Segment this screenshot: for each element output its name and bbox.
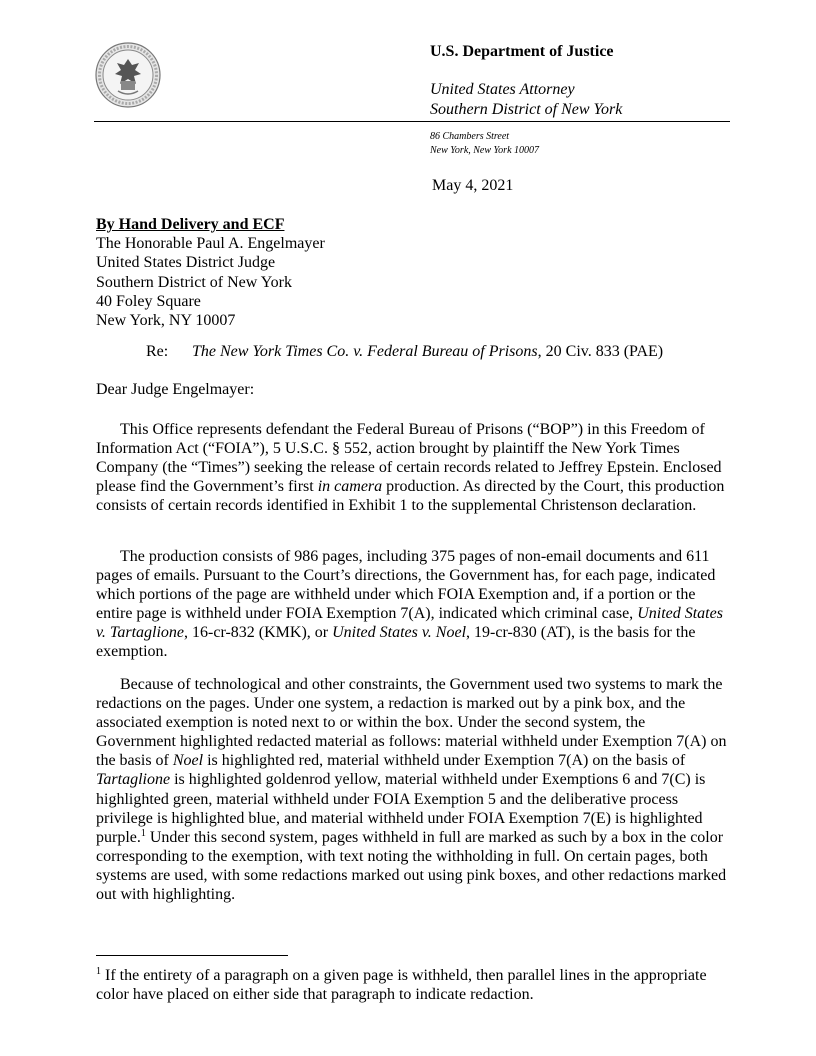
case-title: The New York Times Co. v. Federal Bureau of Prisons — [192, 343, 538, 360]
recipient-line: Southern District of New York — [96, 273, 292, 291]
paragraph-italic: Noel — [172, 752, 204, 770]
recipient-line: The Honorable Paul A. Engelmayer — [96, 235, 325, 253]
department-name: U.S. Department of Justice — [430, 43, 614, 60]
office-district: Southern District of New York — [430, 101, 623, 118]
paragraph-italic: United States v. Tartaglione — [96, 605, 723, 642]
office-block — [430, 80, 622, 120]
paragraph-3 — [96, 675, 728, 904]
paragraph-text: This Office represents defendant the Federal Bureau of Prisons (“BOP”) in this Freedom of Information Act (“FOIA”), 5 U.S.C. § 552, action brought by plaintiff the New York Times Company (the “Times”) seeking the release of certain records related to Jeffrey Epstein. Enclosed please find the Government’s first — [96, 421, 722, 496]
paragraph-italic: Tartaglione — [96, 771, 171, 789]
paragraph-italic: United States v. Noel — [332, 624, 467, 642]
address-city: New York, New York 10007 — [430, 145, 540, 156]
delivery-method: By Hand Delivery and ECF — [96, 216, 285, 233]
footnote-ref: 1 — [140, 827, 146, 839]
re-label: Re: — [146, 343, 169, 360]
paragraph-text: The production consists of 986 pages, including 375 pages of non-email documents and 611 pages of emails. Pursuant to the Court’s directions, the Government has, for each page, indicated which portions of the page are withheld under which FOIA Exemption and, if a portion or the entire page is withheld under FOIA Exemption 7(A), indicated which criminal case, — [96, 548, 716, 623]
salutation: Dear Judge Engelmayer: — [96, 381, 255, 398]
footnote-text: If the entirety of a paragraph on a given page is withheld, then parallel lines in the appropriate color have placed on either side that paragraph to indicate redaction. — [96, 967, 707, 1003]
letter-date: May 4, 2021 — [432, 177, 514, 194]
paragraph-1 — [96, 420, 728, 515]
paragraph-2 — [96, 547, 728, 662]
letterhead-divider — [94, 121, 730, 122]
paragraph-italic: in camera — [317, 478, 383, 496]
paragraph-text: , 16-cr-832 (KMK), or — [184, 624, 333, 642]
recipient-block — [96, 215, 325, 330]
paragraph-text: , 19-cr-830 (AT), is the basis for the exemption. — [96, 624, 696, 661]
paragraph-text: Because of technological and other constraints, the Government used two systems to mark the redactions on the pages. Under one system, a redaction is marked out by a pink box, and the associated exemption is noted next to or within the box. Under the second system, the Government highlighted redacted material as follows: material withheld under Exemption 7(A) on the basis of — [96, 676, 727, 770]
recipient-line: New York, NY 10007 — [96, 312, 236, 330]
paragraph-text: Under this second system, pages withheld in full are marked as such by a box in the color corresponding to the exemption, with text noting the withholding in full. On certain pages, both systems are used, with some redactions marked out using pink boxes, and other redactions marked out with highlighting. — [96, 828, 727, 904]
address-street: 86 Chambers Street — [430, 131, 510, 142]
office-address — [430, 130, 539, 158]
doj-seal-icon — [94, 41, 162, 109]
paragraph-text: production. As directed by the Court, this production consists of certain records identified in Exhibit 1 to the supplemental Christenson declaration. — [96, 478, 725, 515]
footnote-divider — [96, 955, 288, 956]
footnote — [96, 966, 728, 1004]
recipient-line: United States District Judge — [96, 254, 276, 272]
paragraph-text: is highlighted red, material withheld under Exemption 7(A) on the basis of — [203, 752, 686, 770]
re-line — [146, 343, 663, 361]
paragraph-text: is highlighted goldenrod yellow, material withheld under Exemptions 6 and 7(C) is highlighted green, material withheld under FOIA Exemption 5 and the deliberative process privilege is highlighted blue, and material withheld under FOIA Exemption 7(E) is highlighted purple. — [96, 771, 706, 846]
recipient-line: 40 Foley Square — [96, 292, 201, 310]
footnote-number: 1 — [96, 966, 101, 977]
case-number: , 20 Civ. 833 (PAE) — [537, 343, 664, 360]
office-title: United States Attorney — [430, 81, 575, 98]
